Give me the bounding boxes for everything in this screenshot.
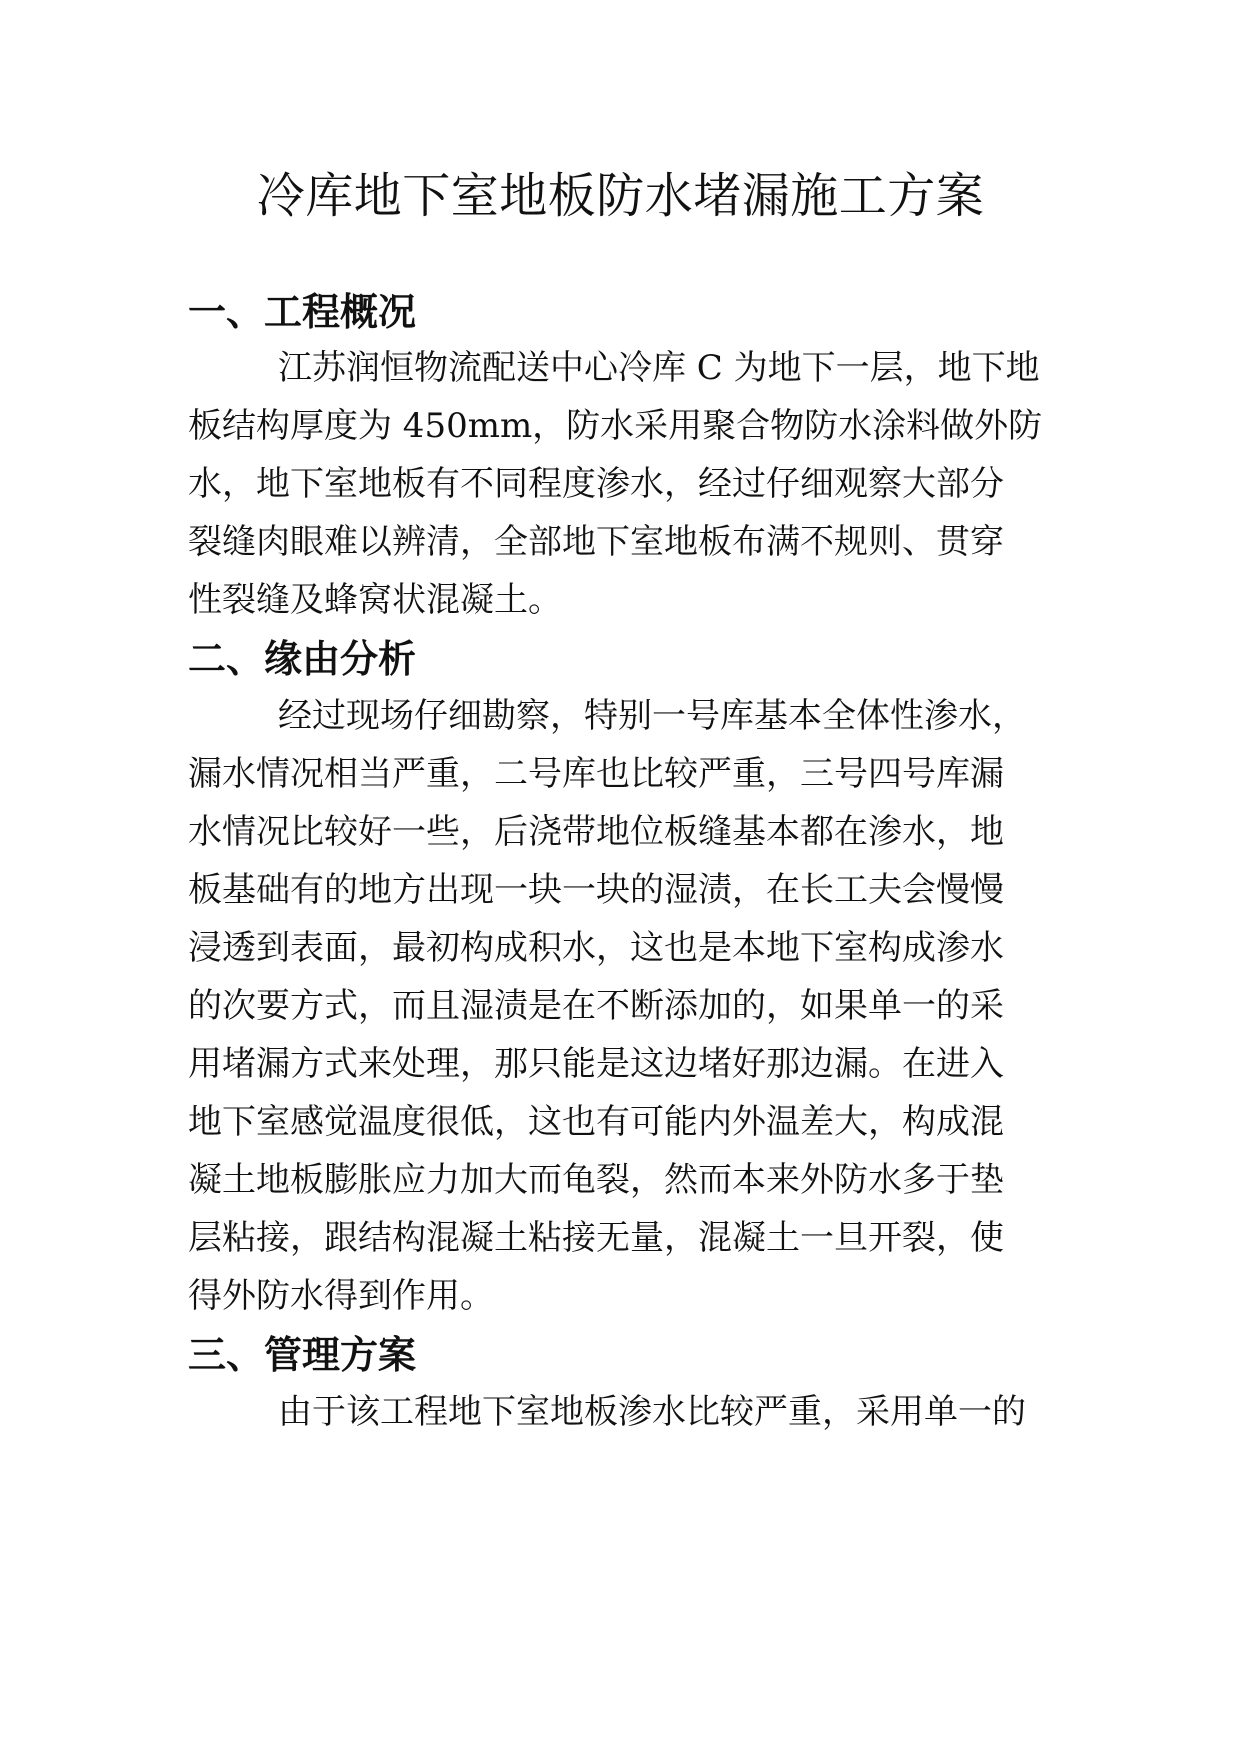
paragraph-line: 得外防水得到作用。	[188, 1276, 494, 1316]
paragraph-line: 用堵漏方式来处理，那只能是这边堵好那边漏。在进入	[188, 1044, 1004, 1084]
paragraph-line: 凝土地板膨胀应力加大而龟裂，然而本来外防水多于垫	[188, 1160, 1004, 1200]
paragraph-line: 浸透到表面，最初构成积水，这也是本地下室构成渗水	[188, 928, 1004, 968]
paragraph-line: 经过现场仔细勘察，特别一号库基本全体性渗水，	[278, 696, 1026, 736]
paragraph-line: 水，地下室地板有不同程度渗水，经过仔细观察大部分	[188, 464, 1004, 504]
paragraph-line: 水情况比较好一些，后浇带地位板缝基本都在渗水，地	[188, 812, 1004, 852]
paragraph-line: 江苏润恒物流配送中心冷库 C 为地下一层，地下地	[278, 348, 1040, 388]
document-title: 冷库地下室地板防水堵漏施工方案	[256, 168, 985, 224]
paragraph-line: 层粘接，跟结构混凝土粘接无量，混凝土一旦开裂，使	[188, 1218, 1004, 1258]
paragraph-line: 地下室感觉温度很低，这也有可能内外温差大，构成混	[188, 1102, 1004, 1142]
paragraph-line: 板基础有的地方出现一块一块的湿渍，在长工夫会慢慢	[188, 870, 1004, 910]
section-heading-cause-analysis: 二、缘由分析	[188, 637, 417, 681]
section-heading-overview: 一、工程概况	[188, 290, 417, 334]
section-heading-management-plan: 三、管理方案	[188, 1333, 417, 1377]
paragraph-line: 的次要方式，而且湿渍是在不断添加的，如果单一的采	[188, 986, 1004, 1026]
paragraph-line: 由于该工程地下室地板渗水比较严重，采用单一的	[278, 1392, 1026, 1432]
paragraph-line: 性裂缝及蜂窝状混凝土。	[188, 580, 562, 620]
paragraph-line: 裂缝肉眼难以辨清，全部地下室地板布满不规则、贯穿	[188, 522, 1004, 562]
paragraph-line: 漏水情况相当严重，二号库也比较严重，三号四号库漏	[188, 754, 1004, 794]
paragraph-line: 板结构厚度为 450mm，防水采用聚合物防水涂料做外防	[188, 406, 1043, 446]
